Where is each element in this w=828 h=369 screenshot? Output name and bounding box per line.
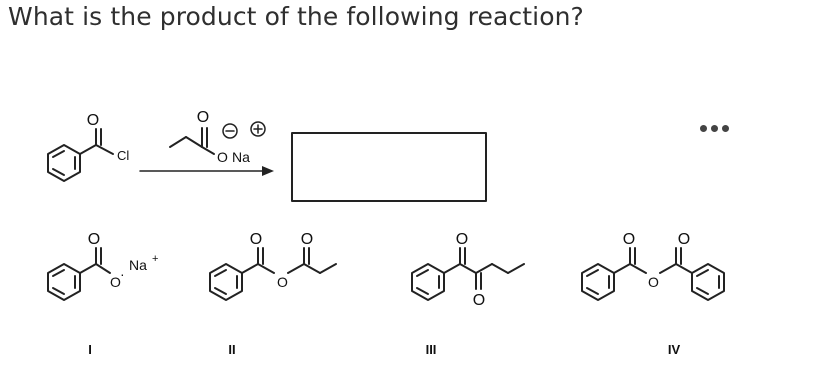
svg-text:O: O bbox=[622, 231, 636, 248]
more-horizontal-icon[interactable] bbox=[700, 119, 740, 139]
option-i-sodium-label: Na bbox=[129, 257, 147, 273]
option-i-oxygen-label: O bbox=[110, 274, 121, 290]
svg-text:O: O bbox=[87, 231, 101, 248]
reaction-arrow bbox=[140, 166, 274, 176]
svg-text:·: · bbox=[120, 266, 125, 282]
option-ii-structure[interactable] bbox=[210, 231, 336, 300]
svg-text:O: O bbox=[300, 231, 314, 248]
option-iv-structure[interactable] bbox=[582, 231, 724, 300]
more-dot bbox=[711, 125, 718, 132]
svg-text:O: O bbox=[677, 231, 691, 248]
svg-text:O: O bbox=[249, 231, 263, 248]
svg-text:O: O bbox=[86, 112, 100, 129]
option-iv-label: IV bbox=[667, 342, 681, 357]
benzoyl-chloride-structure bbox=[48, 112, 129, 181]
option-iii-label: III bbox=[425, 342, 437, 357]
carboxylate-oxygen-label: O bbox=[217, 149, 228, 165]
option-ii-oxygen-label: O bbox=[277, 274, 288, 290]
option-i-label: I bbox=[88, 342, 92, 357]
option-iii-structure[interactable] bbox=[412, 231, 524, 309]
chlorine-label: Cl bbox=[117, 148, 130, 163]
option-ii-label: II bbox=[228, 342, 236, 357]
svg-text:O: O bbox=[196, 109, 210, 126]
sodium-propanoate-structure bbox=[170, 109, 265, 165]
sodium-label: Na bbox=[232, 149, 250, 165]
question-text: What is the product of the following reaction? bbox=[8, 2, 584, 31]
svg-text:+: + bbox=[152, 253, 159, 265]
more-dot bbox=[722, 125, 729, 132]
svg-text:O: O bbox=[455, 231, 469, 248]
option-i-structure[interactable] bbox=[48, 231, 158, 300]
more-dot bbox=[700, 125, 707, 132]
answer-box[interactable] bbox=[292, 133, 486, 201]
option-iv-oxygen-label: O bbox=[648, 274, 659, 290]
svg-text:O: O bbox=[472, 292, 486, 309]
